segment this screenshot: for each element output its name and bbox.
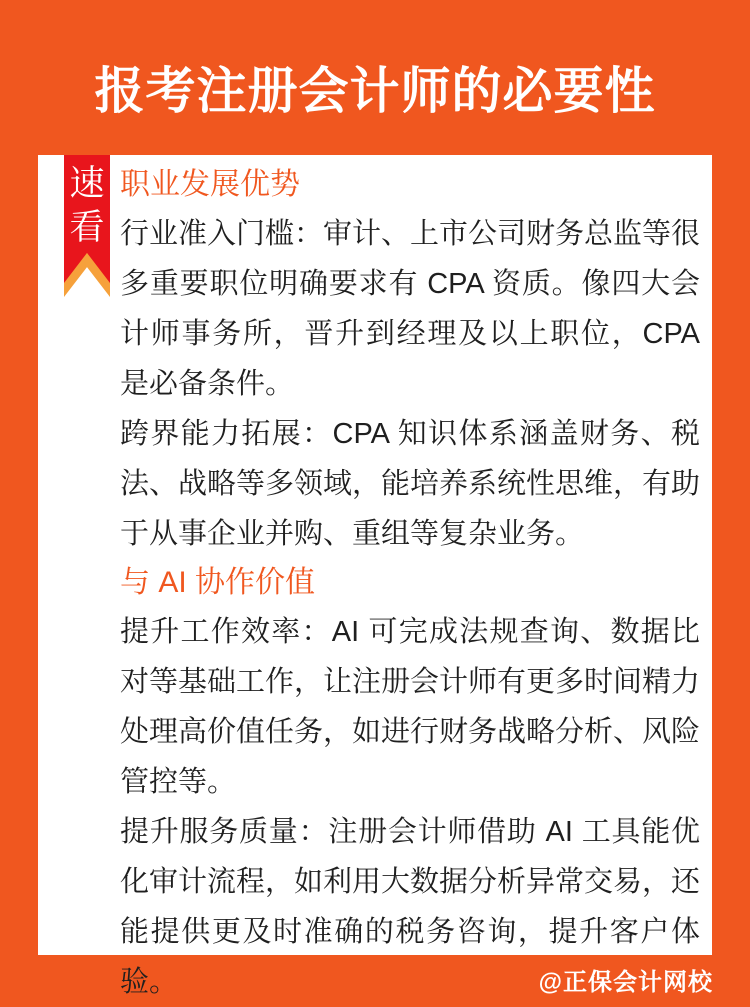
brand-watermark: @正保会计网校 <box>538 969 713 996</box>
card-content <box>120 161 700 1007</box>
section-paragraph: 行业准入门槛：审计、上市公司财务总监等很多重要职位明确要求有 CPA 资质。像四大会计师事务所，晋升到经理及以上职位，CPA 是必备条件。 <box>120 218 701 400</box>
section-paragraph: 跨界能力拓展：CPA 知识体系涵盖财务、税法、战略等多领域，能培养系统性思维，有助于从事企业并购、重组等复杂业务。 <box>120 418 701 550</box>
section-career-advantage <box>120 161 700 559</box>
section-ai-collaboration <box>120 559 700 1007</box>
page-header <box>0 0 750 155</box>
ribbon-label <box>64 155 110 245</box>
section-paragraph: 提升服务质量：注册会计师借助 AI 工具能优化审计流程，如利用大数据分析异常交易，还能提供更及时准确的税务咨询，提升客户体验。 <box>120 816 701 998</box>
section-paragraph: 提升工作效率：AI 可完成法规查询、数据比对等基础工作，让注册会计师有更多时间精力处理高价值任务，如进行财务战略分析、风险管控等。 <box>120 616 701 798</box>
ribbon-char-2: 看 <box>69 208 105 247</box>
section-heading: 与 AI 协作价值 <box>120 566 316 599</box>
section-heading: 职业发展优势 <box>120 168 300 201</box>
ribbon-char-1: 速 <box>69 164 105 203</box>
page-title: 报考注册会计师的必要性 <box>94 62 656 119</box>
quick-look-ribbon <box>64 155 110 297</box>
